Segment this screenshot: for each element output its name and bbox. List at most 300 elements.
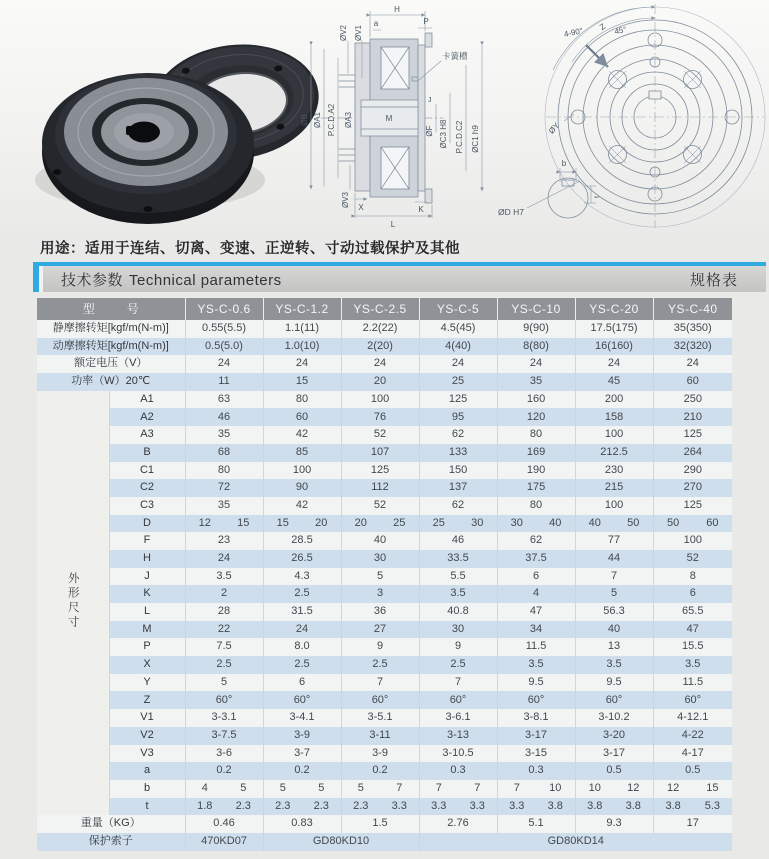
table-cell: 26.5 bbox=[263, 550, 341, 568]
table-subcell: 2.3 bbox=[275, 799, 291, 812]
table-cell: 80 bbox=[497, 426, 575, 444]
table-cell: 46 bbox=[185, 408, 263, 426]
table-row bbox=[37, 780, 732, 798]
table-subcell: 3.8 bbox=[665, 799, 681, 812]
table-row bbox=[37, 444, 732, 462]
table-subcell: 5.3 bbox=[704, 799, 721, 812]
table-subcell: 50 bbox=[667, 516, 680, 529]
table-cell: 470KD07 bbox=[185, 833, 263, 851]
table-row bbox=[37, 674, 732, 692]
dim-label-v3: ØV3 bbox=[341, 191, 350, 209]
table-row bbox=[37, 709, 732, 727]
table-row bbox=[37, 373, 732, 391]
spec-table bbox=[37, 298, 732, 851]
table-cell bbox=[185, 780, 263, 798]
dim-label-h: H bbox=[394, 5, 400, 14]
table-subcell: 5 bbox=[240, 781, 247, 794]
table-cell: 3-3.1 bbox=[185, 709, 263, 727]
dimension-group-label: 外形尺寸 bbox=[66, 572, 79, 631]
table-cell: 9.3 bbox=[575, 815, 653, 833]
table-cell: 44 bbox=[575, 550, 653, 568]
table-cell: 76 bbox=[341, 408, 419, 426]
table-subcell: 5 bbox=[279, 781, 286, 794]
table-cell: 6 bbox=[689, 587, 696, 600]
table-cell bbox=[575, 515, 653, 533]
table-row bbox=[37, 603, 732, 621]
table-cell: 9 bbox=[341, 638, 419, 656]
table-cell bbox=[575, 780, 653, 798]
table-subcell: 60 bbox=[706, 516, 719, 529]
front-label-b: b bbox=[561, 159, 567, 168]
table-cell: 137 bbox=[419, 479, 497, 497]
table-cell: 40 bbox=[575, 621, 653, 639]
table-cell: 56.3 bbox=[575, 603, 653, 621]
table-subcell: 3.3 bbox=[469, 799, 485, 812]
table-cell bbox=[497, 798, 575, 816]
dim-label-v2: ØV2 bbox=[339, 24, 348, 42]
table-cell bbox=[419, 780, 497, 798]
table-subcell: 2.3 bbox=[235, 799, 251, 812]
table-cell: 17 bbox=[686, 817, 699, 830]
front-label-oy: ØY bbox=[546, 121, 562, 136]
table-row bbox=[37, 338, 732, 356]
table-cell: 65.5 bbox=[682, 605, 704, 618]
table-cell bbox=[575, 798, 653, 816]
table-cell: 31.5 bbox=[263, 603, 341, 621]
table-cell: 63 bbox=[185, 391, 263, 409]
table-cell: 125 bbox=[419, 391, 497, 409]
table-subcell: 3.8 bbox=[587, 799, 603, 812]
table-cell: 150 bbox=[419, 462, 497, 480]
table-cell bbox=[341, 798, 419, 816]
table-cell: 30 bbox=[341, 550, 419, 568]
table-cell: 270 bbox=[683, 481, 702, 494]
table-row bbox=[37, 515, 732, 533]
table-cell: 15.5 bbox=[682, 640, 704, 653]
table-cell: 264 bbox=[683, 445, 702, 458]
table-subcell: 1.8 bbox=[197, 799, 213, 812]
row-label: V2 bbox=[109, 727, 185, 745]
section-title-zh: 技术参数 bbox=[61, 271, 124, 289]
table-cell: 24 bbox=[185, 550, 263, 568]
table-cell: 77 bbox=[575, 532, 653, 550]
table-header-row bbox=[37, 298, 732, 320]
row-label: C1 bbox=[109, 462, 185, 480]
table-subcell: 5 bbox=[357, 781, 364, 794]
table-cell: 3.5 bbox=[575, 656, 653, 674]
table-subcell: 50 bbox=[627, 516, 640, 529]
table-row bbox=[37, 355, 732, 373]
table-cell: 3.5 bbox=[185, 568, 263, 586]
row-label: Y bbox=[109, 674, 185, 692]
table-cell: 2.5 bbox=[419, 656, 497, 674]
table-cell: 16(160) bbox=[575, 338, 653, 356]
row-label: 额定电压（V） bbox=[37, 355, 185, 373]
table-cell: 52 bbox=[686, 552, 699, 564]
table-cell: 62 bbox=[497, 532, 575, 550]
table-cell: 3-11 bbox=[341, 727, 419, 745]
table-row bbox=[37, 497, 732, 515]
table-cell: 3-10.5 bbox=[419, 745, 497, 763]
table-subcell: 15 bbox=[237, 516, 250, 529]
table-cell: 169 bbox=[497, 444, 575, 462]
table-cell: 3 bbox=[341, 585, 419, 603]
table-subcell: 10 bbox=[549, 781, 562, 794]
row-label: A1 bbox=[109, 391, 185, 409]
table-row bbox=[37, 656, 732, 674]
table-cell: 215 bbox=[575, 479, 653, 497]
row-label: M bbox=[109, 621, 185, 639]
front-view bbox=[545, 4, 765, 228]
row-label: 静摩擦转矩[kgf/m(N-m)] bbox=[37, 320, 185, 338]
row-label: K bbox=[109, 585, 185, 603]
table-cell: 3-20 bbox=[575, 727, 653, 745]
table-subcell: 5 bbox=[318, 781, 325, 794]
table-cell: 6 bbox=[497, 568, 575, 586]
dim-label-k: K bbox=[418, 205, 424, 214]
table-cell: 24 bbox=[341, 355, 419, 373]
table-subcell: 15 bbox=[706, 781, 719, 794]
table-cell: 7 bbox=[419, 674, 497, 692]
dim-label-f: ØF bbox=[425, 125, 434, 137]
table-subcell: 25 bbox=[393, 516, 406, 529]
table-cell: 1.0(10) bbox=[263, 338, 341, 356]
table-cell: 3-6 bbox=[185, 745, 263, 763]
table-cell: 4-17 bbox=[681, 746, 704, 759]
table-subcell: 7 bbox=[513, 781, 520, 794]
table-cell: 2.5 bbox=[263, 585, 341, 603]
dim-label-dh7: ØD H7 bbox=[498, 207, 524, 217]
table-row bbox=[37, 479, 732, 497]
table-cell: 11 bbox=[185, 373, 263, 391]
product-photo bbox=[35, 35, 325, 224]
table-cell: 11.5 bbox=[682, 675, 704, 688]
table-subcell: 15 bbox=[276, 516, 289, 529]
model-column-header: 型 号 bbox=[37, 298, 185, 320]
table-cell: 3-9 bbox=[263, 727, 341, 745]
section-view bbox=[300, 5, 524, 229]
row-label: P bbox=[109, 638, 185, 656]
table-cell: 37.5 bbox=[497, 550, 575, 568]
circlip-groove-label: 卡簧槽 bbox=[442, 51, 468, 61]
table-cell: 52 bbox=[341, 497, 419, 515]
table-row bbox=[37, 391, 732, 409]
table-row bbox=[37, 568, 732, 586]
table-cell: 42 bbox=[263, 426, 341, 444]
table-row bbox=[37, 798, 732, 816]
row-label: 重量（KG） bbox=[37, 815, 185, 833]
model-column-header: YS-C-40 bbox=[653, 298, 732, 320]
table-subcell: 12 bbox=[627, 781, 640, 794]
dim-label-v1: ØV1 bbox=[354, 24, 363, 42]
table-cell: GD80KD10 bbox=[263, 833, 419, 851]
table-cell: 190 bbox=[497, 462, 575, 480]
dim-label-m: M bbox=[385, 114, 393, 123]
table-subcell: 7 bbox=[435, 781, 442, 794]
usage-note: 用途：适用于连结、切离、变速、正逆转、寸动过载保护及其他 bbox=[40, 241, 460, 257]
dim-label-pcda2: P.C.D.A2 bbox=[327, 103, 336, 137]
table-cell: 28 bbox=[185, 603, 263, 621]
dim-label-p: P bbox=[423, 17, 429, 26]
table-cell: 212.5 bbox=[575, 444, 653, 462]
table-cell: 9.5 bbox=[497, 674, 575, 692]
table-cell: 42 bbox=[263, 497, 341, 515]
table-cell: 160 bbox=[497, 391, 575, 409]
table-cell: 4 bbox=[497, 585, 575, 603]
table-cell: 120 bbox=[497, 408, 575, 426]
table-cell: 0.46 bbox=[185, 815, 263, 833]
row-label: t bbox=[109, 798, 185, 816]
model-column-header: YS-C-1.2 bbox=[263, 298, 341, 320]
table-cell: 8(80) bbox=[497, 338, 575, 356]
table-cell: 24 bbox=[263, 355, 341, 373]
table-row bbox=[37, 745, 732, 763]
row-label: 功率（W）20℃ bbox=[37, 373, 185, 391]
row-label: A2 bbox=[109, 408, 185, 426]
table-cell: 24 bbox=[185, 355, 263, 373]
table-cell: 2(20) bbox=[341, 338, 419, 356]
front-label-45: 45° bbox=[613, 24, 628, 37]
table-cell: 100 bbox=[575, 426, 653, 444]
table-cell: 125 bbox=[341, 462, 419, 480]
table-cell: 100 bbox=[575, 497, 653, 515]
table-cell: 4.5(45) bbox=[419, 320, 497, 338]
table-cell bbox=[263, 780, 341, 798]
table-subcell: 3.3 bbox=[431, 799, 447, 812]
table-cell: 8.0 bbox=[263, 638, 341, 656]
table-cell: 100 bbox=[683, 534, 702, 547]
table-cell: 32(320) bbox=[673, 339, 712, 352]
row-label: 动摩擦转矩[kgf/m(N-m)] bbox=[37, 338, 185, 356]
table-subcell: 3.3 bbox=[391, 799, 407, 812]
table-cell: 11.5 bbox=[497, 638, 575, 656]
table-cell: 3-5.1 bbox=[341, 709, 419, 727]
table-row bbox=[37, 762, 732, 780]
table-cell bbox=[497, 515, 575, 533]
table-cell: 28.5 bbox=[263, 532, 341, 550]
table-cell: 3-15 bbox=[497, 745, 575, 763]
table-cell: 112 bbox=[341, 479, 419, 497]
table-cell: 3-9 bbox=[341, 745, 419, 763]
row-label: F bbox=[109, 532, 185, 550]
table-cell: 15 bbox=[263, 373, 341, 391]
table-cell: 85 bbox=[263, 444, 341, 462]
table-subcell: 12 bbox=[667, 781, 680, 794]
dim-label-l: L bbox=[390, 220, 396, 229]
table-cell: 2 bbox=[185, 585, 263, 603]
dim-label-ob: ØB bbox=[300, 114, 309, 126]
model-column-header: YS-C-2.5 bbox=[341, 298, 419, 320]
row-label: C3 bbox=[109, 497, 185, 515]
table-cell: 4-12.1 bbox=[677, 711, 709, 724]
table-cell: 5 bbox=[575, 585, 653, 603]
table-row bbox=[37, 727, 732, 745]
table-subcell: 20 bbox=[354, 516, 367, 529]
table-cell: 2.5 bbox=[341, 656, 419, 674]
row-label: B bbox=[109, 444, 185, 462]
table-cell: 175 bbox=[497, 479, 575, 497]
row-label: C2 bbox=[109, 479, 185, 497]
table-cell: 5 bbox=[341, 568, 419, 586]
table-cell: 250 bbox=[683, 392, 702, 405]
table-cell: 100 bbox=[263, 462, 341, 480]
table-row bbox=[37, 585, 732, 603]
dim-label-a1: ØA1 bbox=[313, 111, 322, 129]
row-label: J bbox=[109, 568, 185, 586]
table-cell: 7 bbox=[575, 568, 653, 586]
table-subcell: 30 bbox=[510, 516, 523, 529]
model-column-header: YS-C-5 bbox=[419, 298, 497, 320]
table-cell: 0.5 bbox=[685, 764, 701, 777]
spec-sheet-label: 规格表 bbox=[689, 271, 738, 289]
table-cell: 1.5 bbox=[341, 815, 419, 833]
table-cell: 35(350) bbox=[673, 322, 712, 335]
table-cell: 0.2 bbox=[341, 762, 419, 780]
table-row bbox=[37, 815, 732, 833]
table-subcell: 3.8 bbox=[625, 799, 641, 812]
table-cell: 4-22 bbox=[681, 728, 704, 741]
table-cell: 0.55(5.5) bbox=[185, 320, 263, 338]
table-cell bbox=[341, 515, 419, 533]
table-cell: 290 bbox=[683, 463, 702, 476]
table-cell: 107 bbox=[341, 444, 419, 462]
table-cell: 60° bbox=[263, 691, 341, 709]
table-row bbox=[37, 532, 732, 550]
table-cell: 35 bbox=[185, 497, 263, 515]
table-row bbox=[37, 621, 732, 639]
table-cell: 24 bbox=[419, 355, 497, 373]
drawings-svg bbox=[0, 0, 769, 232]
table-row bbox=[37, 550, 732, 568]
table-cell: 0.3 bbox=[497, 762, 575, 780]
table-subcell: 25 bbox=[432, 516, 445, 529]
table-subcell: 2.3 bbox=[313, 799, 329, 812]
table-cell: 2.5 bbox=[263, 656, 341, 674]
table-cell bbox=[263, 798, 341, 816]
table-cell bbox=[185, 798, 263, 816]
dim-label-x: X bbox=[358, 203, 364, 212]
row-label: D bbox=[109, 515, 185, 533]
table-cell: 2.5 bbox=[185, 656, 263, 674]
row-label: a bbox=[109, 762, 185, 780]
table-cell: 20 bbox=[341, 373, 419, 391]
table-cell bbox=[185, 515, 263, 533]
table-cell: 9 bbox=[419, 638, 497, 656]
technical-drawings bbox=[0, 0, 769, 232]
table-cell: 125 bbox=[683, 498, 702, 511]
table-cell: 24 bbox=[263, 621, 341, 639]
table-cell: 5.1 bbox=[497, 815, 575, 833]
table-cell: 3-7.5 bbox=[185, 727, 263, 745]
front-label-t: t bbox=[594, 196, 601, 198]
dim-label-c1h9: ØC1 h9 bbox=[471, 125, 480, 153]
table-cell: 52 bbox=[341, 426, 419, 444]
table-cell: 0.83 bbox=[263, 815, 341, 833]
table-cell: 35 bbox=[497, 373, 575, 391]
table-cell: 72 bbox=[185, 479, 263, 497]
row-label: A3 bbox=[109, 426, 185, 444]
table-subcell: 3.3 bbox=[509, 799, 525, 812]
table-cell: 9.5 bbox=[575, 674, 653, 692]
table-row bbox=[37, 408, 732, 426]
table-subcell: 2.3 bbox=[353, 799, 369, 812]
table-cell: 90 bbox=[263, 479, 341, 497]
table-subcell: 3.8 bbox=[547, 799, 563, 812]
table-subcell: 4 bbox=[201, 781, 208, 794]
row-label: X bbox=[109, 656, 185, 674]
table-cell: 60° bbox=[341, 691, 419, 709]
table-cell: 30 bbox=[419, 621, 497, 639]
table-cell: 3.5 bbox=[685, 658, 701, 671]
table-cell: 230 bbox=[575, 462, 653, 480]
table-cell: 80 bbox=[185, 462, 263, 480]
table-cell: 8 bbox=[689, 569, 696, 582]
table-cell: 36 bbox=[341, 603, 419, 621]
table-cell: 40 bbox=[341, 532, 419, 550]
table-cell bbox=[653, 515, 732, 533]
table-cell: 3-10.2 bbox=[575, 709, 653, 727]
table-cell: GD80KD14 bbox=[547, 835, 604, 847]
table-cell: 0.5 bbox=[575, 762, 653, 780]
table-row bbox=[37, 462, 732, 480]
row-label: 保护索子 bbox=[37, 833, 185, 851]
table-cell: 60° bbox=[419, 691, 497, 709]
table-row bbox=[37, 638, 732, 656]
table-cell: 4.3 bbox=[263, 568, 341, 586]
section-title bbox=[61, 269, 282, 290]
dim-label-j: J bbox=[428, 97, 432, 104]
table-cell: 60° bbox=[497, 691, 575, 709]
dim-label-a3: ØA3 bbox=[344, 111, 353, 129]
table-cell: 60° bbox=[575, 691, 653, 709]
row-label: L bbox=[109, 603, 185, 621]
table-cell: 0.5(5.0) bbox=[185, 338, 263, 356]
table-cell: 13 bbox=[575, 638, 653, 656]
spec-table-container bbox=[37, 298, 732, 851]
table-cell: 47 bbox=[686, 622, 699, 635]
section-title-en: Technical parameters bbox=[129, 271, 282, 289]
table-cell: 45 bbox=[575, 373, 653, 391]
table-cell: 47 bbox=[497, 603, 575, 621]
table-cell: 3.5 bbox=[419, 585, 497, 603]
table-cell bbox=[419, 798, 497, 816]
table-cell: 60° bbox=[684, 693, 702, 706]
table-cell: 100 bbox=[341, 391, 419, 409]
table-cell: 7.5 bbox=[185, 638, 263, 656]
table-cell: 0.2 bbox=[263, 762, 341, 780]
dim-label-pcdc2: P.C.D.C2 bbox=[455, 120, 464, 154]
table-cell: 25 bbox=[419, 373, 497, 391]
section-header-bar bbox=[33, 262, 766, 292]
model-column-header: YS-C-20 bbox=[575, 298, 653, 320]
table-subcell: 30 bbox=[471, 516, 484, 529]
table-cell bbox=[341, 780, 419, 798]
table-row bbox=[37, 833, 732, 851]
bar-accent-gap bbox=[39, 266, 43, 292]
table-cell: 3-17 bbox=[575, 745, 653, 763]
table-cell: 0.3 bbox=[419, 762, 497, 780]
table-cell: 60 bbox=[686, 375, 699, 388]
model-column-header: YS-C-0.6 bbox=[185, 298, 263, 320]
table-cell: 133 bbox=[419, 444, 497, 462]
table-cell: 5.5 bbox=[419, 568, 497, 586]
table-cell: 200 bbox=[575, 391, 653, 409]
row-label: b bbox=[109, 780, 185, 798]
table-cell: 46 bbox=[419, 532, 497, 550]
table-cell: 5 bbox=[185, 674, 263, 692]
table-cell: 60° bbox=[185, 691, 263, 709]
front-label-z: Z bbox=[597, 21, 608, 33]
